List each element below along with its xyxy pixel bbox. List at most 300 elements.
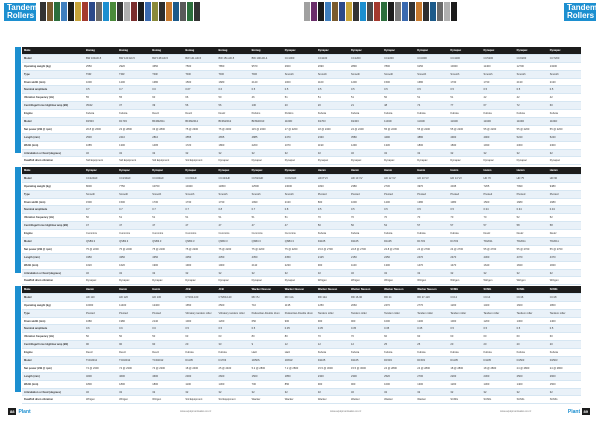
table-cell: 10700 — [150, 182, 183, 190]
table-cell: Hatz — [283, 349, 316, 357]
table-cell: Wacker Neuson — [382, 286, 415, 293]
table-cell: 32 — [349, 388, 382, 396]
table-row — [22, 102, 581, 110]
table-cell: 1500 — [482, 198, 515, 206]
plant-logo-right: Plant — [567, 409, 581, 415]
machine-thumbnail — [194, 2, 200, 21]
table-cell: 900 — [349, 317, 382, 325]
table-cell: 60 — [415, 333, 448, 341]
table-cell: 75 @ 2200 — [117, 245, 150, 253]
table-cell: 1380 — [150, 78, 183, 86]
table-cell: 32 — [448, 388, 481, 396]
table-cell: 4490 — [382, 133, 415, 141]
table-row — [22, 396, 581, 404]
table-cell: 2060 — [349, 301, 382, 309]
machine-thumbnail — [47, 2, 53, 21]
table-cell: Kubota — [117, 110, 150, 118]
table-cell: D1503 — [415, 357, 448, 365]
table-cell: Pivoted — [150, 309, 183, 317]
table-cell: 115 @ 2300 — [250, 125, 283, 133]
machine-thumbnail — [395, 2, 401, 21]
table-cell: 50 — [349, 222, 382, 230]
table-cell: 2500 — [217, 301, 250, 309]
machine-thumbnail — [388, 2, 394, 21]
table-cell: 2470 — [448, 253, 481, 261]
table-cell: CC224HF — [84, 174, 117, 182]
table-cell: 4655 — [217, 133, 250, 141]
table-cell: Deutz — [150, 349, 183, 357]
table-cell: Smooth — [283, 190, 316, 198]
machine-thumbnail — [346, 2, 352, 21]
table-cell: Std Equipment — [150, 157, 183, 165]
table-cell: QSB3.3 — [117, 238, 150, 246]
table-cell: CC624HF — [283, 174, 316, 182]
table-cell: 20 — [548, 341, 581, 349]
row-label: Model — [22, 293, 84, 301]
table-cell: 0.5 — [183, 325, 216, 333]
table-cell: 2600 — [548, 372, 581, 380]
table-cell: 0.5 — [382, 206, 415, 214]
table-row — [22, 110, 581, 118]
table-cell: Tandem roller — [515, 309, 548, 317]
table-cell: 50 — [117, 333, 150, 341]
row-label: Model — [22, 174, 84, 182]
table-cell: 1190 — [316, 141, 349, 149]
table-cell: 0.35 — [349, 325, 382, 333]
table-cell: 47 — [217, 222, 250, 230]
table-cell: 4650 — [150, 62, 183, 70]
machine-thumbnail — [360, 2, 366, 21]
machine-thumbnail — [117, 2, 123, 21]
table-cell: BF4M2012 — [217, 118, 250, 126]
table-cell: TDR — [150, 70, 183, 78]
table-cell: 12 — [349, 341, 382, 349]
table-cell: 4900 — [448, 133, 481, 141]
table-cell: 60 — [548, 102, 581, 110]
table-cell: 1104D — [382, 118, 415, 126]
table-cell: 32 — [150, 149, 183, 157]
table-cell: 1620 — [84, 261, 117, 269]
table-row — [22, 349, 581, 357]
table-cell: 42 — [548, 94, 581, 102]
table-cell: 710 — [250, 301, 283, 309]
table-row — [22, 238, 581, 246]
table-cell: 0.35 — [382, 325, 415, 333]
machine-thumbnail — [89, 2, 95, 21]
footer-url-left[interactable]: www.equipmentsales.co.nz — [180, 410, 212, 413]
table-cell: D1503 — [515, 357, 548, 365]
table-cell: Wirtgen — [448, 277, 481, 285]
table-cell: Perkins — [283, 110, 316, 118]
table-cell: Wirtgen — [415, 277, 448, 285]
table-cell: 0.5 — [448, 206, 481, 214]
machine-thumbnail — [124, 2, 130, 21]
table-cell: 1680 — [217, 78, 250, 86]
table-cell: Hamm — [382, 167, 415, 174]
table-cell: Bomag — [183, 47, 216, 54]
table-cell: 24 @ 2800 — [415, 364, 448, 372]
table-cell: 1730 — [217, 198, 250, 206]
table-cell: BW 138 AD-5 — [150, 54, 183, 62]
table-cell: 1730 — [448, 78, 481, 86]
table-cell: CC2200 — [382, 54, 415, 62]
table-cell: 50 — [150, 333, 183, 341]
machine-thumbnail — [82, 2, 88, 21]
table-cell: Dynapac — [415, 47, 448, 54]
table-cell: 0.34 — [515, 206, 548, 214]
table-cell: 0.5 — [316, 86, 349, 94]
table-cell: 0.6 — [150, 86, 183, 94]
table-cell: 52 — [548, 214, 581, 222]
table-cell: 1D50S — [250, 357, 283, 365]
table-cell: 32 — [250, 388, 283, 396]
table-cell: JCB — [183, 286, 216, 293]
table-cell: Kubota — [482, 110, 515, 118]
table-cell: Hamm — [448, 167, 481, 174]
table-cell: SCMG — [482, 396, 515, 404]
table-cell: Cummins — [183, 230, 216, 238]
table-cell: QSB3.3 — [183, 238, 216, 246]
table-cell: Dynapac — [548, 157, 581, 165]
table-cell: 70 — [382, 214, 415, 222]
table-cell: 32 — [283, 269, 316, 277]
table-cell: 32 — [482, 149, 515, 157]
table-cell: TCD2012 — [84, 357, 117, 365]
table-cell: Dynapac — [117, 167, 150, 174]
table-cell: TCD2012 — [117, 357, 150, 365]
table-cell: 25 — [415, 341, 448, 349]
row-label: Operating weight (kg) — [22, 301, 84, 309]
row-label: Centrifugal force High/low amp (kN) — [22, 102, 84, 110]
row-label: Model — [22, 118, 84, 126]
table-cell: 7265 — [482, 182, 515, 190]
table-cell: RD 12A — [316, 293, 349, 301]
table-row — [22, 206, 581, 214]
table-cell: 0.5 — [250, 325, 283, 333]
table-row — [22, 118, 581, 126]
table-cell: 55 @ 2200 — [415, 125, 448, 133]
table-cell: QSB3.3 — [84, 238, 117, 246]
table-cell: 4300 — [482, 253, 515, 261]
table-cell: 0.5 — [349, 206, 382, 214]
table-cell: 55 @ 2200 — [482, 125, 515, 133]
table-cell: Deutz — [183, 110, 216, 118]
table-cell: 0.5 — [548, 86, 581, 94]
table-cell: 32 — [415, 388, 448, 396]
table-cell: 5240 — [548, 133, 581, 141]
table-cell: 75 @ 2200 — [250, 245, 283, 253]
machine-thumbnail-strip-right — [304, 2, 457, 21]
table-cell: Smooth — [316, 70, 349, 78]
table-cell: 20.8 @ 2600 — [84, 125, 117, 133]
table-cell: BW 141 AD-5 — [183, 54, 216, 62]
table-cell: 32 — [316, 269, 349, 277]
spec-table-2 — [22, 167, 581, 285]
table-cell: 32 — [283, 149, 316, 157]
machine-thumbnail — [131, 2, 137, 21]
table-cell: Kubota — [548, 349, 581, 357]
table-cell: 0.5 — [349, 86, 382, 94]
table-cell: 1900 — [183, 261, 216, 269]
table-cell: 58 — [515, 222, 548, 230]
machine-thumbnail — [173, 2, 179, 21]
table-cell: 90 — [117, 341, 150, 349]
top-banner — [0, 0, 600, 22]
table-cell: 55 @ 2700 — [482, 245, 515, 253]
table-cell: BW 151 AD-5 — [217, 54, 250, 62]
table-cell: 75 @ 2200 — [150, 245, 183, 253]
table-cell: JCB — [217, 286, 250, 293]
footer-url-center[interactable]: www.equipmentsales.co.nz — [330, 410, 362, 413]
table-cell: Dynapac — [117, 277, 150, 285]
table-cell: 1470 — [415, 261, 448, 269]
table-row — [22, 222, 581, 230]
table-cell: 1000 — [349, 198, 382, 206]
table-cell: Dynapac — [283, 47, 316, 54]
table-cell: Kubota — [515, 110, 548, 118]
table-cell: Dynapac — [415, 157, 448, 165]
table-cell: HD 110 — [84, 293, 117, 301]
table-cell: D1105 — [482, 357, 515, 365]
table-cell: 2300 — [482, 372, 515, 380]
table-cell: 7.2 @ 2800 — [283, 364, 316, 372]
table-cell: 4350 — [117, 253, 150, 261]
table-cell: 1200 — [217, 317, 250, 325]
table-cell: 1000 — [283, 78, 316, 86]
row-label: Make — [22, 47, 84, 54]
table-cell: 1000 — [183, 317, 216, 325]
table-cell: 1730 — [482, 78, 515, 86]
table-cell: Kubota — [415, 349, 448, 357]
table-cell: 10300 — [448, 62, 481, 70]
table-cell: 4350 — [84, 253, 117, 261]
table-cell: 32 — [482, 269, 515, 277]
table-cell: 52 — [382, 222, 415, 230]
row-label: Type — [22, 190, 84, 198]
table-cell: 2690 — [316, 62, 349, 70]
table-cell: 0.7 — [183, 206, 216, 214]
table-cell: 1500 — [117, 198, 150, 206]
table-cell: Bomag — [250, 47, 283, 54]
table-cell: 2770 — [415, 301, 448, 309]
table-cell: 0.5 — [482, 325, 515, 333]
table-cell: 1085 — [84, 141, 117, 149]
table-cell: 4555 — [183, 133, 216, 141]
table-cell: 1620 — [117, 261, 150, 269]
table-cell: 1840 — [515, 261, 548, 269]
table-cell: 32 — [349, 149, 382, 157]
row-label: Model — [22, 357, 84, 365]
table-cell: Pivoted — [448, 190, 481, 198]
table-cell: Hamm — [482, 167, 515, 174]
table-cell: 74 @ 2300 — [84, 364, 117, 372]
table-cell: Pivoted — [117, 309, 150, 317]
table-cell: TDR — [250, 70, 283, 78]
table-cell: 32 — [548, 149, 581, 157]
machine-thumbnail — [339, 2, 345, 21]
table-cell: 4885 — [250, 133, 283, 141]
table-cell: 50 — [382, 94, 415, 102]
table-cell: 4600 — [84, 372, 117, 380]
table-cell: 0.6 — [217, 86, 250, 94]
table-row — [22, 47, 581, 54]
table-cell: 1800 — [84, 380, 117, 388]
table-cell: CT160-100 — [183, 293, 216, 301]
table-cell: 4880 — [415, 133, 448, 141]
footer-url-right[interactable]: www.equipmentsales.co.nz — [500, 410, 532, 413]
table-cell: Pivoted — [382, 190, 415, 198]
row-label: Dual/full drum vibration — [22, 157, 84, 165]
table-cell: Kubota — [183, 349, 216, 357]
table-cell: Wacker — [349, 396, 382, 404]
table-cell: Pivoted — [316, 190, 349, 198]
table-cell: 1680 — [515, 198, 548, 206]
table-row — [22, 198, 581, 206]
table-cell: RD 24 — [382, 293, 415, 301]
table-cell: 50 — [84, 214, 117, 222]
table-cell: Dynapac — [150, 167, 183, 174]
table-cell: 1330 — [382, 141, 415, 149]
table-row — [22, 372, 581, 380]
table-cell: 57 — [448, 222, 481, 230]
table-row — [22, 230, 581, 238]
table-cell: 42 — [482, 94, 515, 102]
machine-thumbnail — [353, 2, 359, 21]
table-cell: 1000 — [84, 78, 117, 86]
table-cell: D1503 — [84, 118, 117, 126]
table-cell: Bomag — [217, 47, 250, 54]
table-row — [22, 70, 581, 78]
table-cell: 70 — [349, 214, 382, 222]
row-label: Nominal amplitude — [22, 325, 84, 333]
row-label: Model — [22, 54, 84, 62]
table-cell: 74 @ 2300 — [117, 364, 150, 372]
table-cell: Dynapac — [515, 47, 548, 54]
row-label: Type — [22, 70, 84, 78]
table-cell: 1680 — [84, 317, 117, 325]
footer-left — [8, 408, 31, 415]
table-cell: Wirtgen — [316, 277, 349, 285]
table-cell: Kubota — [316, 110, 349, 118]
table-cell: Vibratory tandem roller — [217, 309, 250, 317]
machine-thumbnail — [423, 2, 429, 21]
row-label: Dual/full drum vibration — [22, 277, 84, 285]
table-cell: 32 — [117, 269, 150, 277]
table-cell: 1200 — [117, 78, 150, 86]
table-cell: 0.7 — [117, 86, 150, 94]
table-cell: CC18 — [548, 293, 581, 301]
machine-thumbnail — [110, 2, 116, 21]
table-cell: Bomag — [150, 47, 183, 54]
table-cell: BF4M2012 — [183, 118, 216, 126]
table-cell: 1900 — [150, 261, 183, 269]
table-row — [22, 388, 581, 396]
table-cell: Tandem roller — [415, 309, 448, 317]
table-cell: SCMG — [448, 286, 481, 293]
table-cell: Wacker — [382, 396, 415, 404]
table-cell: Bomag — [84, 47, 117, 54]
table-cell: Wirtgen — [117, 396, 150, 404]
table-cell: 9480 — [548, 182, 581, 190]
table-cell: HD 10 VV — [349, 174, 382, 182]
table-cell: 9 — [250, 341, 283, 349]
table-cell: HD 8 VV — [316, 174, 349, 182]
row-label: Model — [22, 238, 84, 246]
table-cell: 1100 — [349, 261, 382, 269]
table-cell: Kubota — [548, 110, 581, 118]
table-cell: Hatz — [250, 349, 283, 357]
table-cell: 0.5 — [448, 86, 481, 94]
table-cell: 2125 — [316, 253, 349, 261]
row-label: Type — [22, 309, 84, 317]
table-side-tag — [15, 286, 21, 392]
row-label: Dual/full drum vibration — [22, 396, 84, 404]
table-cell: 11400 — [117, 301, 150, 309]
table-cell: 18 @ 2800 — [448, 364, 481, 372]
table-cell: 63 — [183, 333, 216, 341]
table-cell: QSB3.3 — [250, 238, 283, 246]
table-cell: Dynapac — [217, 167, 250, 174]
table-cell: Smooth — [283, 70, 316, 78]
row-label: Engine — [22, 349, 84, 357]
row-label: Vibration frequency (Hz) — [22, 214, 84, 222]
table-cell: SCMG — [548, 286, 581, 293]
table-cell: 2300 — [316, 372, 349, 380]
table-cell: 0.35 — [283, 325, 316, 333]
table-cell: 75 @ 2300 — [217, 125, 250, 133]
table-cell: 1680 — [548, 198, 581, 206]
table-cell: 20 — [515, 341, 548, 349]
table-cell: 0.6 — [117, 325, 150, 333]
table-cell: TCD2012 — [150, 357, 183, 365]
table-cell: HD 70 — [482, 174, 515, 182]
table-cell: Pivoted — [84, 309, 117, 317]
table-row — [22, 54, 581, 62]
table-cell: 1720 — [183, 141, 216, 149]
table-cell: 32 — [448, 269, 481, 277]
table-cell: Dynapac — [250, 157, 283, 165]
table-cell: Wacker Neuson — [250, 286, 283, 293]
table-cell: 24 @ 2700 — [415, 245, 448, 253]
table-cell: 700 — [250, 380, 283, 388]
table-cell: Deutz — [84, 349, 117, 357]
table-cell: 55 @ 2700 — [548, 245, 581, 253]
table-cell: Dynapac — [482, 47, 515, 54]
table-cell: TDR — [117, 70, 150, 78]
table-cell: D1105 — [349, 238, 382, 246]
table-cell: 32 — [548, 269, 581, 277]
table-cell: HD 12 VV — [382, 174, 415, 182]
table-cell: 57 — [415, 222, 448, 230]
table-cell: CT260-120 — [217, 293, 250, 301]
table-cell: CC14 — [482, 293, 515, 301]
table-cell: 32 — [548, 388, 581, 396]
table-row — [22, 317, 581, 325]
table-cell: 1800 — [150, 380, 183, 388]
table-cell: 5.2 @ 2800 — [250, 364, 283, 372]
table-cell: 0.5 — [482, 86, 515, 94]
table-cell: 850 — [283, 380, 316, 388]
table-cell: 2200 — [448, 372, 481, 380]
table-cell: Vibratory tandem roller — [183, 309, 216, 317]
table-cell: 37 — [117, 102, 150, 110]
table-row — [22, 357, 581, 365]
table-cell: Tandem roller — [382, 309, 415, 317]
row-label: Vibration frequency (Hz) — [22, 94, 84, 102]
table-cell: 2330 — [316, 133, 349, 141]
table-cell: QSB3.3 — [150, 238, 183, 246]
table-cell: 0.35 — [415, 325, 448, 333]
